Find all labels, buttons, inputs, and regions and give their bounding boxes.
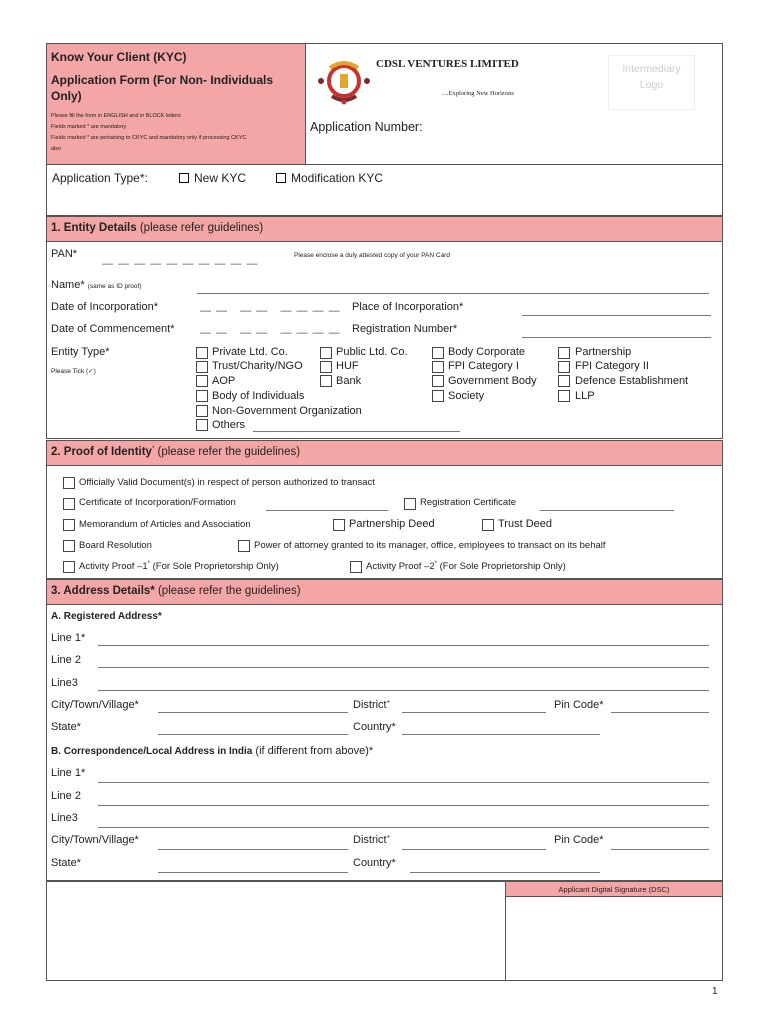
reg-district-text: District xyxy=(353,699,387,711)
page-number: 1 xyxy=(712,986,718,997)
section-3-header xyxy=(46,579,723,605)
reg-line3-input[interactable] xyxy=(98,690,709,691)
reg-city-label: City/Town/Village* xyxy=(51,699,139,711)
reg-line3-label: Line3 xyxy=(51,677,78,689)
poi-board-resolution-checkbox[interactable] xyxy=(63,540,75,552)
section-2-title: 2. Proof of Identity xyxy=(51,446,152,458)
corr-line3-input[interactable] xyxy=(98,827,709,828)
kyc-title: Know Your Client (KYC) xyxy=(51,50,187,64)
poi-activity2-text: Activity Proof –2 xyxy=(366,561,435,573)
section-1-header xyxy=(46,216,723,242)
doc-input[interactable]: — — — — — — — — xyxy=(200,327,341,339)
entity-trust-label: Trust/Charity/NGO xyxy=(212,360,303,372)
doi-input[interactable]: — — — — — — — — xyxy=(200,305,341,317)
reg-district-input[interactable] xyxy=(402,712,546,713)
reg-line2-input[interactable] xyxy=(98,667,709,668)
corr-pin-label: Pin Code* xyxy=(554,834,604,846)
corr-address-heading xyxy=(51,745,373,757)
entity-society-label: Society xyxy=(448,390,485,402)
reg-number-input[interactable] xyxy=(522,337,711,338)
poi-coi-input[interactable] xyxy=(266,510,388,511)
new-kyc-checkbox[interactable] xyxy=(179,173,189,183)
reg-country-input[interactable] xyxy=(402,734,600,735)
entity-aop-checkbox[interactable] xyxy=(196,375,208,387)
reg-pin-label: Pin Code* xyxy=(554,699,604,711)
corr-city-label: City/Town/Village* xyxy=(51,834,139,846)
poi-board-resolution-label: Board Resolution xyxy=(79,540,152,551)
corr-country-label: Country* xyxy=(353,857,396,869)
entity-huf-label: HUF xyxy=(336,360,359,372)
entity-llp-checkbox[interactable] xyxy=(558,390,570,402)
corr-address-note: (if different from above)* xyxy=(255,745,374,757)
entity-huf-checkbox[interactable] xyxy=(320,361,332,373)
entity-partnership-checkbox[interactable] xyxy=(558,347,570,359)
corr-address-title: B. Correspondence/Local Address in India xyxy=(51,746,253,757)
reg-district-label: District+ xyxy=(353,699,391,711)
poi-poa-checkbox[interactable] xyxy=(238,540,250,552)
corr-line1-input[interactable] xyxy=(98,782,709,783)
instruction-3: Fields marked * are pertaining to CKYC and mandatory only if processing CKYC xyxy=(51,135,247,141)
reg-pin-input[interactable] xyxy=(611,712,709,713)
entity-aop-label: AOP xyxy=(212,375,236,387)
section-2-header: 2. Proof of Identity* (please refer the guidelines) xyxy=(46,440,723,466)
entity-others-checkbox[interactable] xyxy=(196,419,208,431)
entity-ngo-label: Non-Government Organization xyxy=(212,405,362,417)
poi-coi-checkbox[interactable] xyxy=(63,498,75,510)
pan-input[interactable]: — — — — — — — — — — xyxy=(102,258,259,270)
entity-others-label: Others xyxy=(212,419,246,431)
poi-trust-deed-checkbox[interactable] xyxy=(482,519,494,531)
section-3-title: 3. Address Details* xyxy=(51,585,155,597)
corr-district-label: District+ xyxy=(353,834,391,846)
signature-box[interactable] xyxy=(505,897,723,981)
poi-activity2-label: Activity Proof –2* (For Sole Proprietorship Only) xyxy=(366,561,566,573)
entity-boi-checkbox[interactable] xyxy=(196,390,208,402)
doc-label: Date of Commencement* xyxy=(51,323,175,335)
poi-activity1-text: Activity Proof –1 xyxy=(79,561,148,573)
application-number-label: Application Number: xyxy=(310,120,423,134)
entity-fpi1-checkbox[interactable] xyxy=(432,361,444,373)
poi-input[interactable] xyxy=(522,315,711,316)
section-1-title: 1. Entity Details xyxy=(51,222,137,234)
corr-pin-input[interactable] xyxy=(611,849,709,850)
poi-reg-cert-checkbox[interactable] xyxy=(404,498,416,510)
entity-defence-checkbox[interactable] xyxy=(558,375,570,387)
reg-state-label: State* xyxy=(51,721,81,733)
poi-ovd-label: Officially Valid Document(s) in respect of person authorized to transact xyxy=(79,477,375,488)
company-tagline: ....Exploring New Horizons xyxy=(442,90,514,97)
instruction-2: Fields marked * are mandatory xyxy=(51,124,127,130)
section-3-subtitle: (please refer the guidelines) xyxy=(157,585,301,597)
corr-state-label: State* xyxy=(51,857,81,869)
entity-ngo-checkbox[interactable] xyxy=(196,405,208,417)
signature-label-bar xyxy=(505,881,723,897)
entity-body-corporate-label: Body Corporate xyxy=(448,346,526,358)
modification-kyc-label: Modification KYC xyxy=(291,171,384,185)
poi-reg-cert-input[interactable] xyxy=(540,510,674,511)
reg-number-label: Registration Number* xyxy=(352,323,458,335)
poi-moa-checkbox[interactable] xyxy=(63,519,75,531)
poi-poa-label: Power of attorney granted to its manager, office, employees to transact on its behalf xyxy=(254,540,606,551)
poi-activity1-label: Activity Proof –1* (For Sole Proprietorship Only) xyxy=(79,561,279,573)
entity-fpi2-checkbox[interactable] xyxy=(558,361,570,373)
reg-line2-label: Line 2 xyxy=(51,654,81,666)
reg-state-input[interactable] xyxy=(158,734,348,735)
intermediary-logo-box xyxy=(608,55,695,110)
company-name: CDSL VENTURES LIMITED xyxy=(376,58,519,70)
application-type-label: Application Type*: xyxy=(52,171,148,185)
entity-others-input[interactable] xyxy=(253,431,460,432)
corr-line2-label: Line 2 xyxy=(51,790,81,802)
entity-bank-checkbox[interactable] xyxy=(320,375,332,387)
signature-label: Applicant Digital Signature (DSC) xyxy=(558,885,670,894)
entity-llp-label: LLP xyxy=(575,390,595,402)
entity-type-note: Please Tick (✓) xyxy=(51,368,96,375)
name-input[interactable] xyxy=(197,293,709,294)
entity-govt-body-checkbox[interactable] xyxy=(432,375,444,387)
entity-govt-body-label: Government Body xyxy=(448,375,537,387)
corr-district-text: District xyxy=(353,834,387,846)
section-2-subtitle: (please refer the guidelines) xyxy=(157,446,301,458)
reg-line1-input[interactable] xyxy=(98,645,709,646)
entity-private-ltd-checkbox[interactable] xyxy=(196,347,208,359)
corr-state-input[interactable] xyxy=(158,872,348,873)
section-1-body xyxy=(46,241,723,439)
reg-line1-label: Line 1* xyxy=(51,632,86,644)
corr-line2-input[interactable] xyxy=(98,805,709,806)
cdsl-logo-icon xyxy=(316,56,372,106)
reg-city-input[interactable] xyxy=(158,712,348,713)
name-label-text: Name* xyxy=(51,279,85,291)
entity-public-ltd-label: Public Ltd. Co. xyxy=(336,346,408,358)
modification-kyc-checkbox[interactable] xyxy=(276,173,286,183)
poi-reg-cert-label: Registration Certificate xyxy=(420,497,517,508)
corr-line1-label: Line 1* xyxy=(51,767,86,779)
doi-label: Date of Incorporation* xyxy=(51,301,159,313)
corr-district-input[interactable] xyxy=(402,849,546,850)
entity-defence-label: Defence Establishment xyxy=(575,375,689,387)
poi-activity1-note: (For Sole Proprietorship Only) xyxy=(152,561,279,573)
entity-fpi1-label: FPI Category I xyxy=(448,360,519,372)
poi-partnership-deed-checkbox[interactable] xyxy=(333,519,345,531)
intermediary-logo-text: Intermediary xyxy=(622,63,681,75)
poi-trust-deed-label: Trust Deed xyxy=(498,518,553,530)
pan-label: PAN* xyxy=(51,248,78,260)
entity-partnership-label: Partnership xyxy=(575,346,632,358)
poi-ovd-checkbox[interactable] xyxy=(63,477,75,489)
poi-coi-label: Certificate of Incorporation/Formation xyxy=(79,497,236,508)
corr-line3-label: Line3 xyxy=(51,812,78,824)
pan-note: Please enclose a duly attested copy of your PAN Card xyxy=(294,252,450,259)
new-kyc-label: New KYC xyxy=(194,171,247,185)
poi-moa-label: Memorandum of Articles and Association xyxy=(79,519,251,530)
corr-country-input[interactable] xyxy=(410,872,600,873)
poi-activity2-note: (For Sole Proprietorship Only) xyxy=(439,561,566,573)
entity-fpi2-label: FPI Category II xyxy=(575,360,649,372)
section-1-subtitle: (please refer guidelines) xyxy=(139,222,264,234)
poi-activity2-checkbox[interactable] xyxy=(350,561,362,573)
instruction-1: Please fill the form in ENGLISH and in BLOCK letters xyxy=(51,113,181,119)
entity-private-ltd-label: Private Ltd. Co. xyxy=(212,346,288,358)
instruction-3b: also xyxy=(51,146,62,152)
corr-city-input[interactable] xyxy=(158,849,348,850)
entity-society-checkbox[interactable] xyxy=(432,390,444,402)
entity-public-ltd-checkbox[interactable] xyxy=(320,347,332,359)
form-title: Application Form (For Non- Individuals Only) xyxy=(51,73,273,103)
poi-activity1-checkbox[interactable] xyxy=(63,561,75,573)
name-label xyxy=(51,279,142,291)
entity-body-corporate-checkbox[interactable] xyxy=(432,347,444,359)
name-note: (same as ID proof) xyxy=(87,283,142,290)
registered-address-heading: A. Registered Address* xyxy=(51,611,162,622)
entity-type-label: Entity Type* xyxy=(51,346,110,358)
entity-trust-checkbox[interactable] xyxy=(196,361,208,373)
entity-bank-label: Bank xyxy=(336,375,362,387)
poi-label: Place of Incorporation* xyxy=(352,301,464,313)
intermediary-logo-text-2: Logo xyxy=(639,79,664,91)
reg-country-label: Country* xyxy=(353,721,396,733)
poi-partnership-deed-label: Partnership Deed xyxy=(349,518,435,530)
entity-boi-label: Body of Individuals xyxy=(212,390,305,402)
